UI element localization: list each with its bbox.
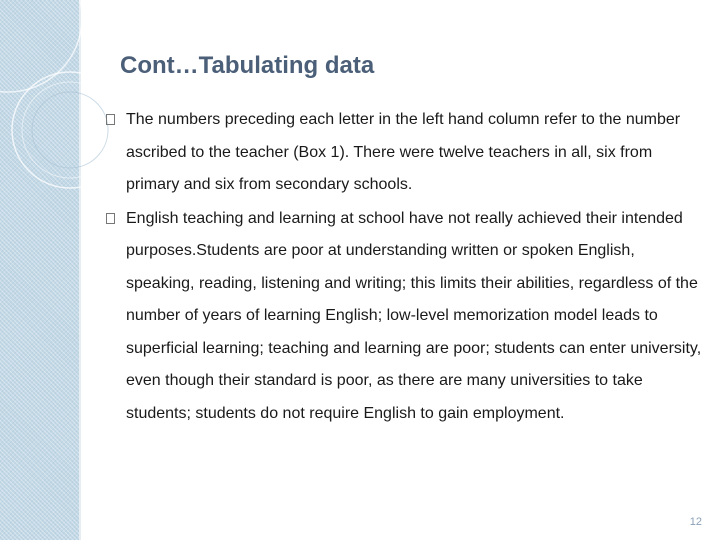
slide-title: Cont…Tabulating data xyxy=(120,52,375,79)
bullet-list xyxy=(106,104,706,431)
empty-square-icon xyxy=(106,213,115,224)
bullet-item-2 xyxy=(106,203,706,431)
page-number: 12 xyxy=(689,516,702,528)
empty-square-icon xyxy=(106,114,115,125)
bullet-text-1: The numbers preceding each letter in the left hand column refer to the number ascribed to the teacher (Box 1). There were twelve teachers in all, six from primary and six from secondary schools. xyxy=(126,111,681,193)
bullet-text-2: English teaching and learning at school have not really achieved their intended purposes.Students are poor at understanding written or spoken English, speaking, reading, listening and writing; this limits their abilities, regardless of the number of years of learning English; low-level memorization model leads to superficial learning; teaching and learning are poor; students can enter university, even though their standard is poor, as there are many universities to take students; students do not require English to gain employment. xyxy=(126,209,702,422)
bullet-item-1 xyxy=(106,104,706,202)
